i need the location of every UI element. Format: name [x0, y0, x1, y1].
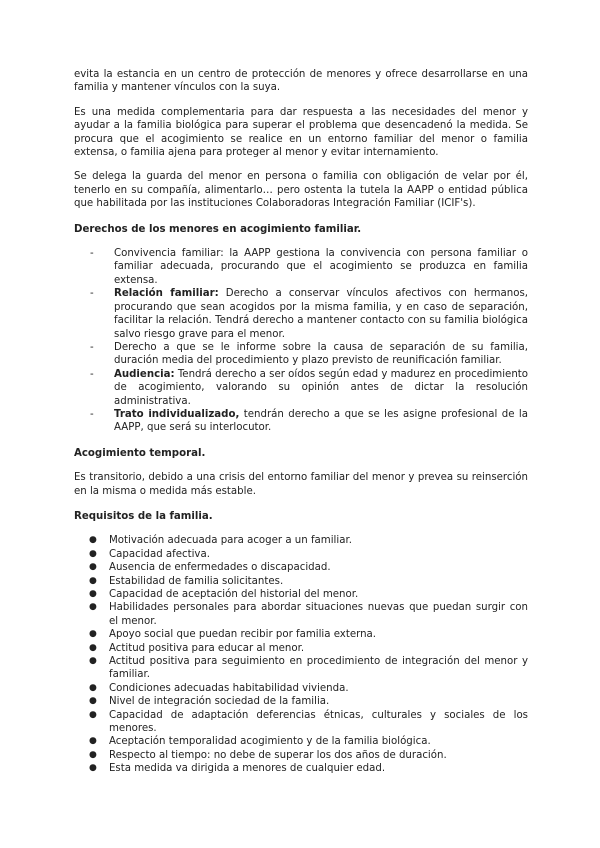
item-text: Actitud positiva para seguimiento en procedimiento de integración del menor y familiar.: [109, 656, 528, 681]
item-text: Aceptación temporalidad acogimiento y de la familia biológica.: [109, 736, 431, 748]
list-item: [74, 749, 528, 762]
rights-heading: Derechos de los menores en acogimiento familiar.: [74, 223, 362, 235]
bullet-marker: ●: [89, 575, 97, 586]
bullet-marker: ●: [89, 629, 97, 640]
temporal-heading: Acogimiento temporal.: [74, 447, 206, 459]
item-bold-label: Audiencia:: [114, 368, 175, 380]
bullet-marker: ●: [89, 535, 97, 546]
list-item: [74, 642, 528, 655]
list-item: [74, 682, 528, 695]
bullet-marker: ●: [89, 749, 97, 760]
item-text: Capacidad de aceptación del historial del menor.: [109, 589, 359, 600]
item-text: Nivel de integración sociedad de la familia.: [109, 696, 330, 708]
complement-paragraph: Es una medida complementaria para dar respuesta a las necesidades del menor y ayudar a la familia biológica para superar el problema que desencadenó la medida. Se procura que el acogimiento se realice en un entorno familiar del menor o familia extensa, o familia ajena para proteger al menor y evitar internamiento.: [74, 106, 528, 159]
list-item: [74, 341, 528, 368]
dash-marker: -: [90, 368, 94, 380]
list-item: [74, 588, 528, 601]
item-text: Tendrá derecho a ser oídos según edad y madurez en procedimiento de acogimiento, valorando su opinión antes de dictar la resolución administrativa.: [114, 368, 529, 407]
item-text: Actitud positiva para educar al menor.: [109, 642, 305, 654]
item-text: Derecho a conservar vínculos afectivos con hermanos, procurando que sean acogidos por la misma familia, y en caso de separación, facilitar la relación. Tendrá derecho a mantener contacto con su familia biológica salvo riesgo grave para el menor.: [114, 288, 529, 340]
list-item: [74, 561, 528, 574]
item-text: Capacidad de adaptación deferencias étnicas, culturales y sociales de los menores.: [109, 709, 528, 735]
list-item: [74, 735, 528, 748]
list-item: [74, 762, 528, 775]
item-text: Habilidades personales para abordar situaciones nuevas que puedan surgir con el menor.: [109, 602, 528, 627]
bullet-marker: ●: [89, 696, 97, 707]
bullet-marker: ●: [89, 709, 97, 720]
item-text: Motivación adecuada para acoger a un familiar.: [109, 535, 352, 547]
list-item: [74, 408, 528, 435]
item-text: Ausencia de enfermedades o discapacidad.: [109, 562, 331, 574]
bullet-marker: ●: [89, 562, 97, 573]
list-item: [74, 655, 528, 682]
intro-paragraph: evita la estancia en un centro de protección de menores y ofrece desarrollarse en una familia y mantener vínculos con la suya.: [74, 69, 528, 94]
list-item: [74, 287, 528, 341]
bullet-marker: ●: [89, 642, 97, 653]
item-text: Respecto al tiempo: no debe de superar los dos años de duración.: [109, 749, 447, 761]
dash-marker: -: [90, 288, 94, 300]
bullet-marker: ●: [89, 548, 97, 559]
bullet-marker: ●: [89, 589, 97, 599]
item-bold-label: Trato individualizado,: [114, 408, 240, 420]
list-item: [74, 628, 528, 641]
list-item: [74, 601, 528, 628]
bullet-marker: ●: [89, 602, 97, 613]
item-text: Condiciones adecuadas habitabilidad vivienda.: [109, 682, 349, 694]
item-text: Derecho a que se le informe sobre la causa de separación de su familia, duración media del procedimiento y plazo previsto de reunificación familiar.: [114, 341, 528, 367]
delegation-paragraph: Se delega la guarda del menor en persona o familia con obligación de velar por él, tenerlo en su compañía, alimentarlo… pero ostenta la tutela la AAPP o entidad pública que habilitada por las instituciones Colaboradoras Integración Familiar (ICIF's).: [74, 171, 528, 210]
list-item: [74, 695, 528, 708]
item-text: Convivencia familiar: la AAPP gestiona la convivencia con persona familiar o familiar adecuada, procurando que el acogimiento se produzca en familia extensa.: [114, 248, 528, 286]
bullet-marker: ●: [89, 763, 97, 774]
dash-marker: -: [90, 408, 94, 420]
item-text: Capacidad afectiva.: [109, 548, 210, 560]
list-item: [74, 709, 528, 736]
bullet-marker: ●: [89, 656, 97, 667]
bullet-marker: ●: [89, 736, 97, 747]
list-item: [74, 534, 528, 547]
requirements-heading: Requisitos de la familia.: [74, 510, 213, 522]
item-bold-label: Relación familiar:: [114, 288, 219, 300]
list-item: [74, 575, 528, 588]
dash-marker: -: [90, 341, 94, 353]
temporal-paragraph: Es transitorio, debido a una crisis del entorno familiar del menor y prevea su reinserción en la misma o medida más estable.: [74, 472, 528, 497]
item-text: Apoyo social que puedan recibir por familia externa.: [109, 629, 377, 641]
dash-marker: -: [90, 248, 94, 260]
list-item: [74, 247, 528, 287]
list-item: [74, 548, 528, 561]
list-item: [74, 368, 528, 408]
requirements-list: [74, 534, 528, 775]
rights-list: [74, 247, 528, 435]
item-text: Estabilidad de familia solicitantes.: [109, 575, 284, 587]
item-text: tendrán derecho a que se les asigne profesional de la AAPP, que será su interlocutor.: [114, 408, 528, 434]
bullet-marker: ●: [89, 682, 97, 693]
item-text: Esta medida va dirigida a menores de cualquier edad.: [109, 763, 386, 775]
